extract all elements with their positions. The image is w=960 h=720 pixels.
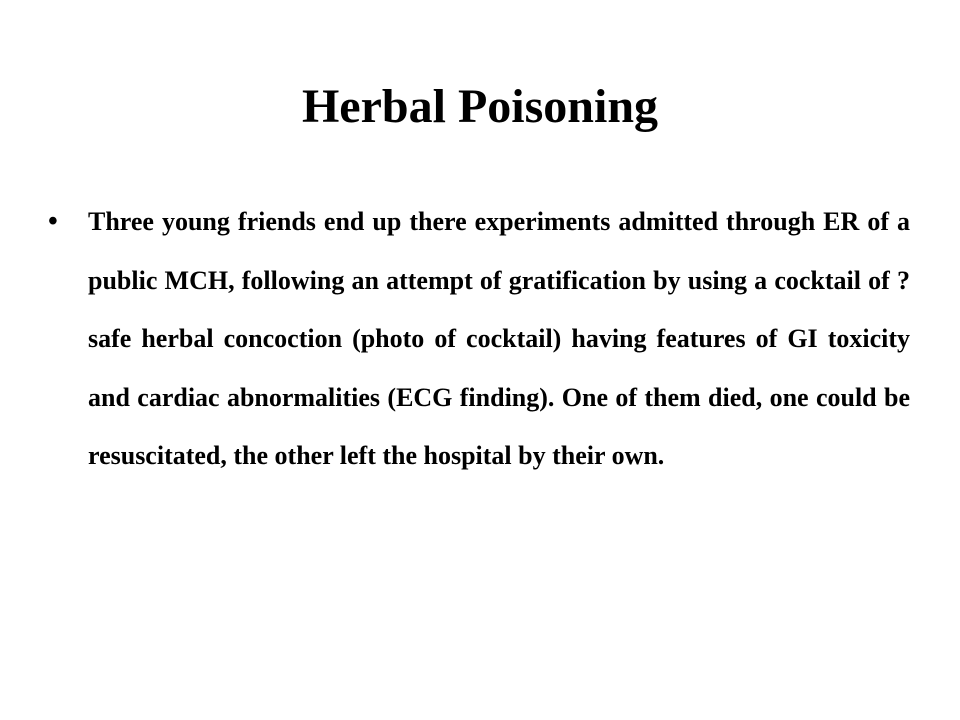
bullet-item — [48, 193, 910, 486]
bullet-list — [48, 193, 910, 486]
slide-title: Herbal Poisoning — [301, 80, 659, 133]
bullet-text: Three young friends end up there experiments admitted through ER of a public MCH, following an attempt of gratification by using a cocktail of ?safe herbal concoction (photo of cocktail) having features of GI toxicity and cardiac abnormalities (ECG finding). One of them died, one could be resuscitated, the other left the hospital by their own. — [88, 207, 910, 470]
bullet-marker-icon: • — [48, 206, 58, 237]
